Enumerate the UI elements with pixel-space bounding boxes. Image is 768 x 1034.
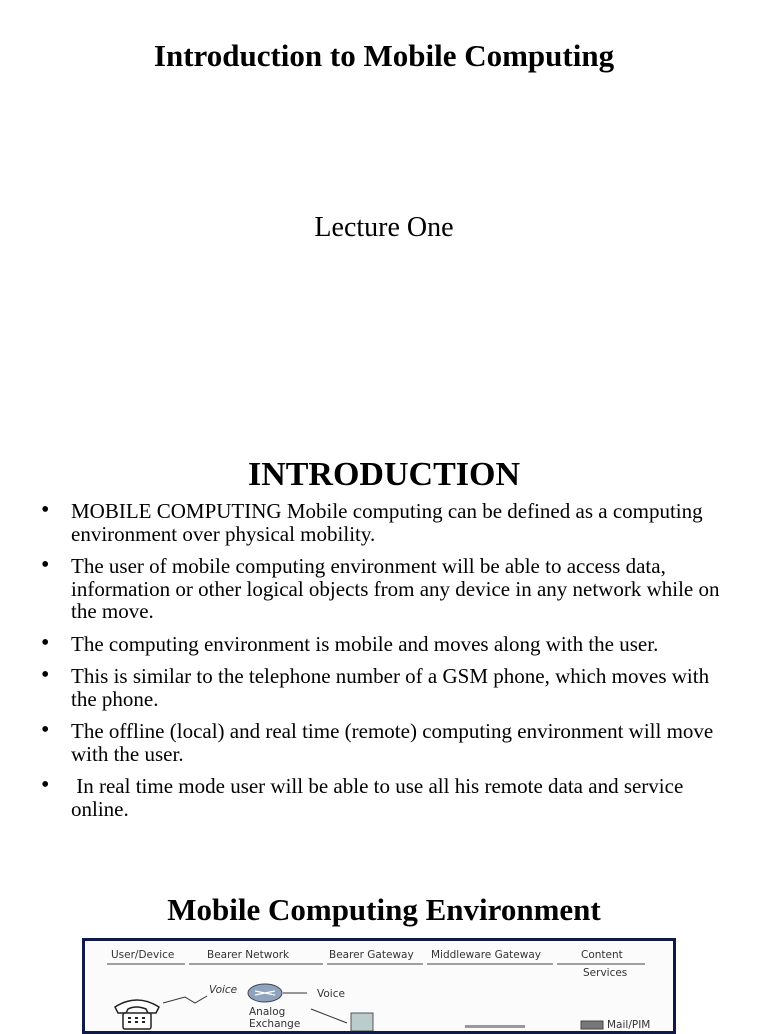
list-item <box>0 497 768 546</box>
bullet-text: MOBILE COMPUTING Mobile computing can be defined as a computing environment over physical mobility. <box>71 499 703 546</box>
bullet-icon: • <box>41 717 50 743</box>
column-label-middleware-gateway: Middleware Gateway <box>431 949 541 961</box>
column-label-content: Content <box>581 949 623 961</box>
bullet-text: In real time mode user will be able to use all his remote data and service online. <box>71 774 689 821</box>
exchange-label: Exchange <box>249 1018 301 1030</box>
bullet-icon: • <box>41 629 50 656</box>
bullet-icon: • <box>41 497 50 523</box>
column-label-user-device: User/Device <box>111 949 175 961</box>
column-label-bearer-network: Bearer Network <box>207 949 290 961</box>
diagram-canvas <box>85 941 673 1031</box>
lecture-subtitle: Lecture One <box>314 212 454 243</box>
list-item <box>0 552 768 623</box>
gateway-box-icon <box>351 1013 373 1031</box>
bullet-text: This is similar to the telephone number of a GSM phone, which moves with the phone. <box>71 664 710 711</box>
mobile-computing-environment-diagram <box>82 938 676 1034</box>
voice-link-line <box>163 996 207 1003</box>
gateway-arrow <box>311 1009 347 1023</box>
bullet-icon: • <box>41 772 50 798</box>
bullet-text: The user of mobile computing environment will be able to access data, information or other logical objects from any device in any network while on the move. <box>71 554 720 623</box>
telephone-icon <box>115 1000 159 1029</box>
list-item <box>0 662 768 711</box>
bullet-text: The computing environment is mobile and moves along with the user. <box>71 631 659 656</box>
router-icon <box>248 984 282 1002</box>
environment-heading: Mobile Computing Environment <box>167 892 601 927</box>
mail-pim-label: Mail/PIM <box>607 1019 651 1031</box>
bullet-icon: • <box>41 662 50 688</box>
document-title: Introduction to Mobile Computing <box>153 38 615 73</box>
section-heading: INTRODUCTION <box>247 456 521 493</box>
voice-label: Voice <box>209 984 238 996</box>
bullet-text: The offline (local) and real time (remote) computing environment will move with the user. <box>71 719 714 766</box>
mail-device-icon <box>581 1021 603 1029</box>
analog-label: Analog <box>249 1006 286 1018</box>
list-item <box>0 629 768 656</box>
bullet-list <box>0 497 768 830</box>
middleware-hint <box>465 1025 525 1028</box>
column-label-bearer-gateway: Bearer Gateway <box>329 949 414 961</box>
bullet-icon: • <box>41 552 50 578</box>
list-item <box>0 772 768 821</box>
list-item <box>0 717 768 766</box>
column-label-services: Services <box>583 967 628 979</box>
voice-label-2: Voice <box>317 988 345 1000</box>
